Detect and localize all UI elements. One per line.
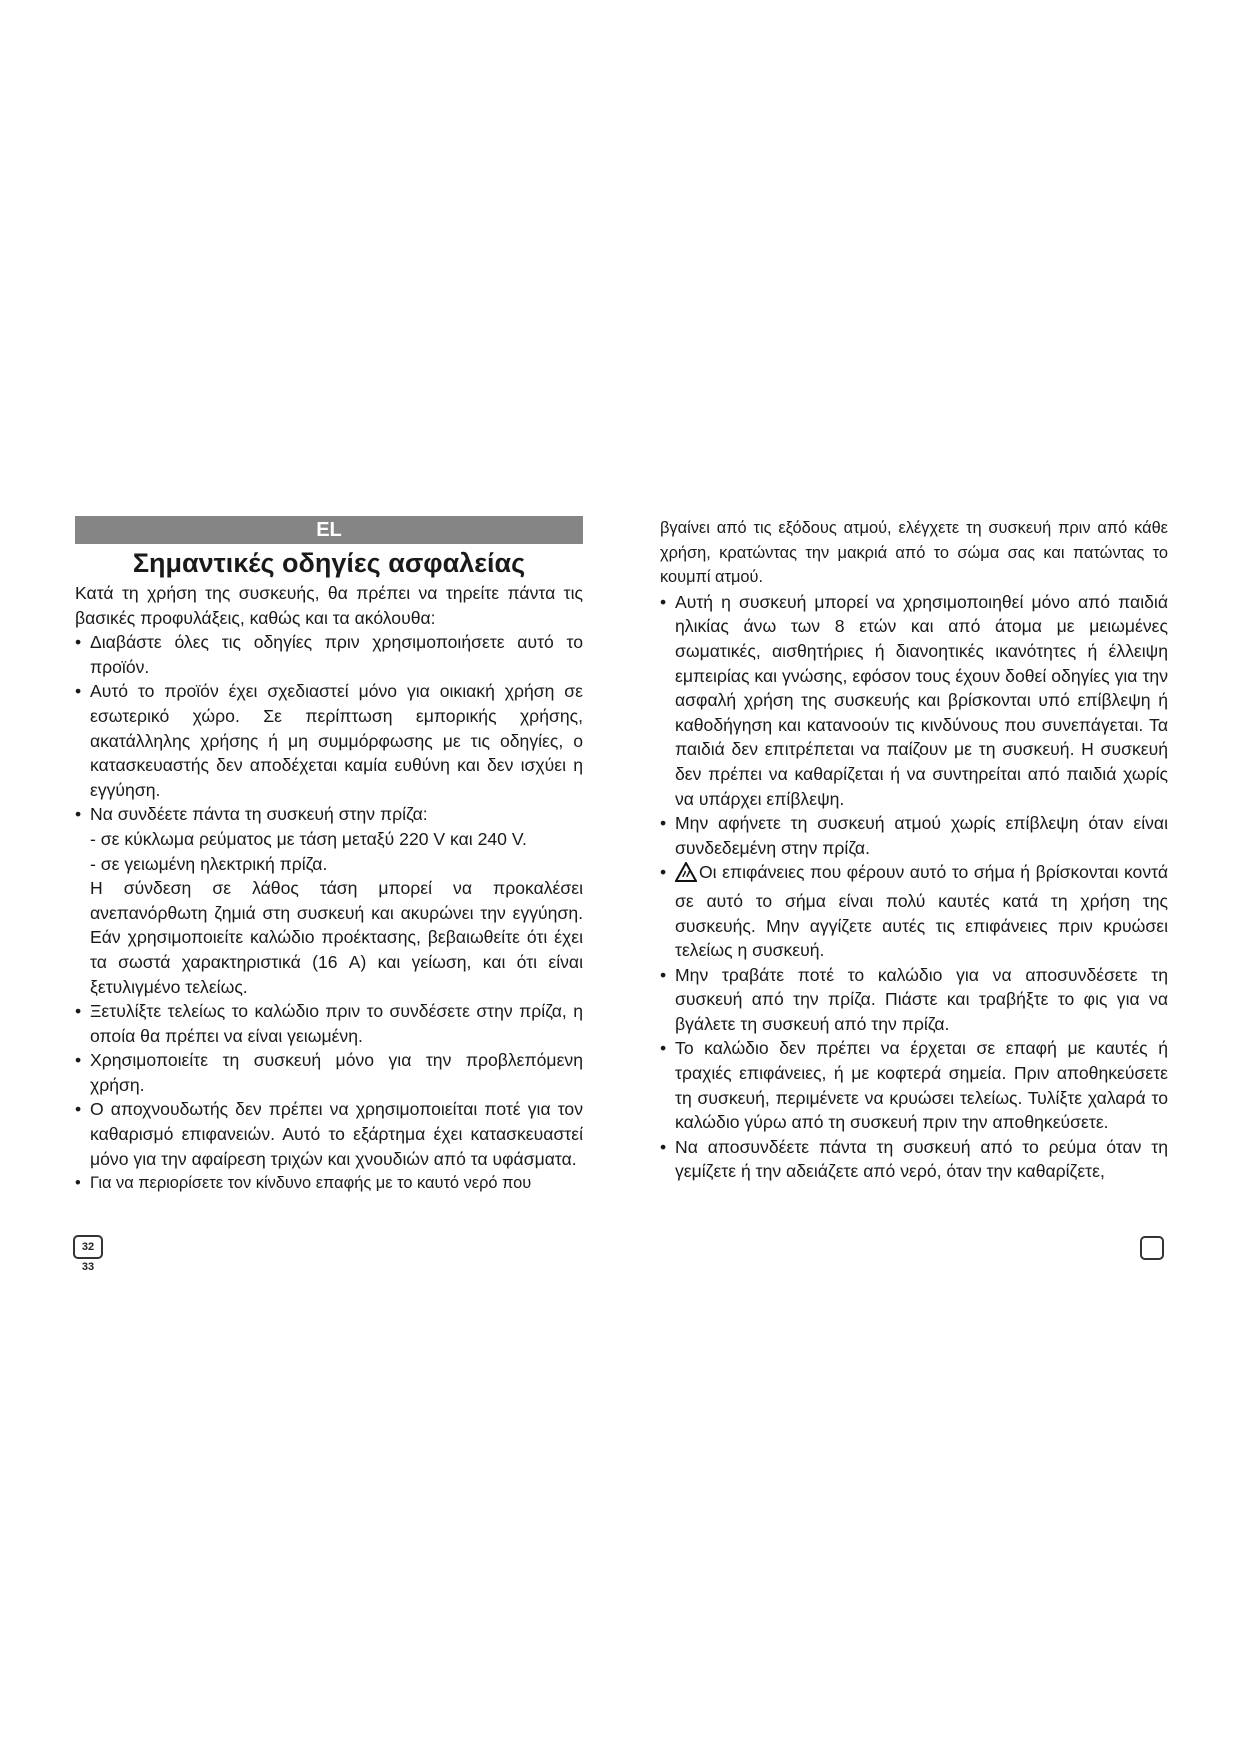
hot-surface-warning-icon — [675, 862, 697, 889]
page-title: Σημαντικές οδηγίες ασφαλείας — [132, 548, 526, 578]
right-list — [660, 590, 1168, 1184]
list-item: • Αυτό το προϊόν έχει σχεδιαστεί μόνο για οικιακή χρήση σε εσωτερικό χώρο. Σε περίπτωση εμπορικής χρήσης, ακατάλληλης χρήσης ή μη συμμόρφωσης με τις οδηγίες, ο κατασκευαστής δεν αποδέχεται καμία ευθύνη και δεν ισχύει η εγγύηση. — [75, 681, 583, 800]
list-item: • Για να περιορίσετε τον κίνδυνο επαφής με το καυτό νερό που — [75, 1174, 532, 1193]
left-list — [75, 630, 583, 1196]
sub-item-voltage: - σε κύκλωμα ρεύματος με τάση μεταξύ 220 V και 240 V. — [90, 828, 527, 849]
list-item: • Μην αφήνετε τη συσκευή ατμού χωρίς επίβλεψη όταν είναι συνδεδεμένη στην πρίζα. — [660, 813, 1168, 858]
sub-item-warning: Η σύνδεση σε λάθος τάση μπορεί να προκαλέσει ανεπανόρθωτη ζημιά στη συσκευή και ακυρώνει την εγγύηση. Εάν χρησιμοποιείτε καλώδιο προέκτασης, βεβαιωθείτε ότι έχει τα σωστά χαρακτηριστικά (16 A) και γείωση, και ότι είναι ξετυλιγμένο τελείως. — [90, 878, 583, 997]
list-item: • Οι επιφάνειες που φέρουν αυτό το σήμα ή βρίσκονται κοντά σε αυτό το σήμα είναι πολύ καυτές κατά τη χρήση της συσκευής. Μην αγγίζετε αυτές τις επιφάνειες πριν κρυώσει τελείως η συσκευή. — [660, 862, 1168, 961]
page-box-icon — [1140, 1236, 1164, 1260]
list-item: • Να συνδέετε πάντα τη συσκευή στην πρίζα: - σε κύκλωμα ρεύματος με τάση μεταξύ 220 V και 240 V. - σε γειωμένη ηλεκτρική πρίζα. Η σύνδεση σε λάθος τάση μπορεί να προκαλέσει ανεπανόρθωτη ζημιά στη συσκευή και ακυρώνει την εγγύηση. Εάν χρησιμοποιείτε καλώδιο προέκτασης, βεβαιωθείτε ότι έχει τα σωστά χαρακτηριστικά (16 A) και γείωση, και ότι είναι ξετυλιγμένο τελείως. — [75, 802, 583, 999]
language-bar: EL — [75, 516, 583, 544]
right-column — [660, 516, 1168, 1184]
list-item: • Να αποσυνδέετε πάντα τη συσκευή από το ρεύμα όταν τη γεμίζετε ή την αδειάζετε από νερό, όταν την καθαρίζετε, — [660, 1136, 1168, 1182]
continued-paragraph: βγαίνει από τις εξόδους ατμού, ελέγχετε τη συσκευή πριν από κάθε χρήση, κρατώντας την μακριά από το σώμα σας και πατώντας το κουμπί ατμού. — [660, 519, 1168, 587]
list-item: • Διαβάστε όλες τις οδηγίες πριν χρησιμοποιήσετε αυτό το προϊόν. — [75, 632, 583, 677]
intro-paragraph: Κατά τη χρήση της συσκευής, θα πρέπει να τηρείτε πάντα τις βασικές προφυλάξεις, καθώς και τα ακόλουθα: — [75, 583, 583, 628]
list-item: • Ο αποχνουδωτής δεν πρέπει να χρησιμοποιείται ποτέ για τον καθαρισμό επιφανειών. Αυτό το εξάρτημα έχει κατασκευαστεί μόνο για την αφαίρεση τριχών και χνουδιών από τα υφάσματα. — [75, 1099, 583, 1169]
page-number: 32 33 — [73, 1235, 103, 1259]
list-item: • Αυτή η συσκευή μπορεί να χρησιμοποιηθεί μόνο από παιδιά ηλικίας άνω των 8 ετών και από άτομα με μειωμένες σωματικές, αισθητήριες ή διανοητικές ικανότητες ή έλλειψη εμπειρίας και γνώσης, εφόσον τους έχουν δοθεί οδηγίες για την ασφαλή χρήση της συσκευής και βρίσκονται υπό επίβλεψη ή καθοδήγηση και κατανοούν τις κινδύνους που συνεπάγεται. Τα παιδιά δεν επιτρέπεται να παίζουν με τη συσκευή. Η συσκευή δεν πρέπει να καθαρίζεται ή να συντηρείται από παιδιά χωρίς να υπάρχει επίβλεψη. — [660, 591, 1168, 809]
left-column — [75, 516, 583, 1196]
sub-item-grounded: - σε γειωμένη ηλεκτρική πρίζα. — [90, 853, 328, 874]
list-item: • Το καλώδιο δεν πρέπει να έρχεται σε επαφή με καυτές ή τραχιές επιφάνειες, ή με κοφτερά σημεία. Πριν αποθηκεύσετε τη συσκευή, περιμένετε να κρυώσει τελείως. Τυλίξτε χαλαρά το καλώδιο γύρω από τη συσκευή πριν την αποθηκεύσετε. — [660, 1038, 1168, 1133]
list-item: • Χρησιμοποιείτε τη συσκευή μόνο για την προβλεπόμενη χρήση. — [75, 1050, 583, 1095]
list-item: • Μην τραβάτε ποτέ το καλώδιο για να αποσυνδέσετε τη συσκευή από την πρίζα. Πιάστε και τραβήξτε το φις για να βγάλετε τη συσκευή από την πρίζα. — [660, 964, 1168, 1034]
list-item: • Ξετυλίξτε τελείως το καλώδιο πριν το συνδέσετε στην πρίζα, η οποία θα πρέπει να είναι γειωμένη. — [75, 1001, 583, 1046]
